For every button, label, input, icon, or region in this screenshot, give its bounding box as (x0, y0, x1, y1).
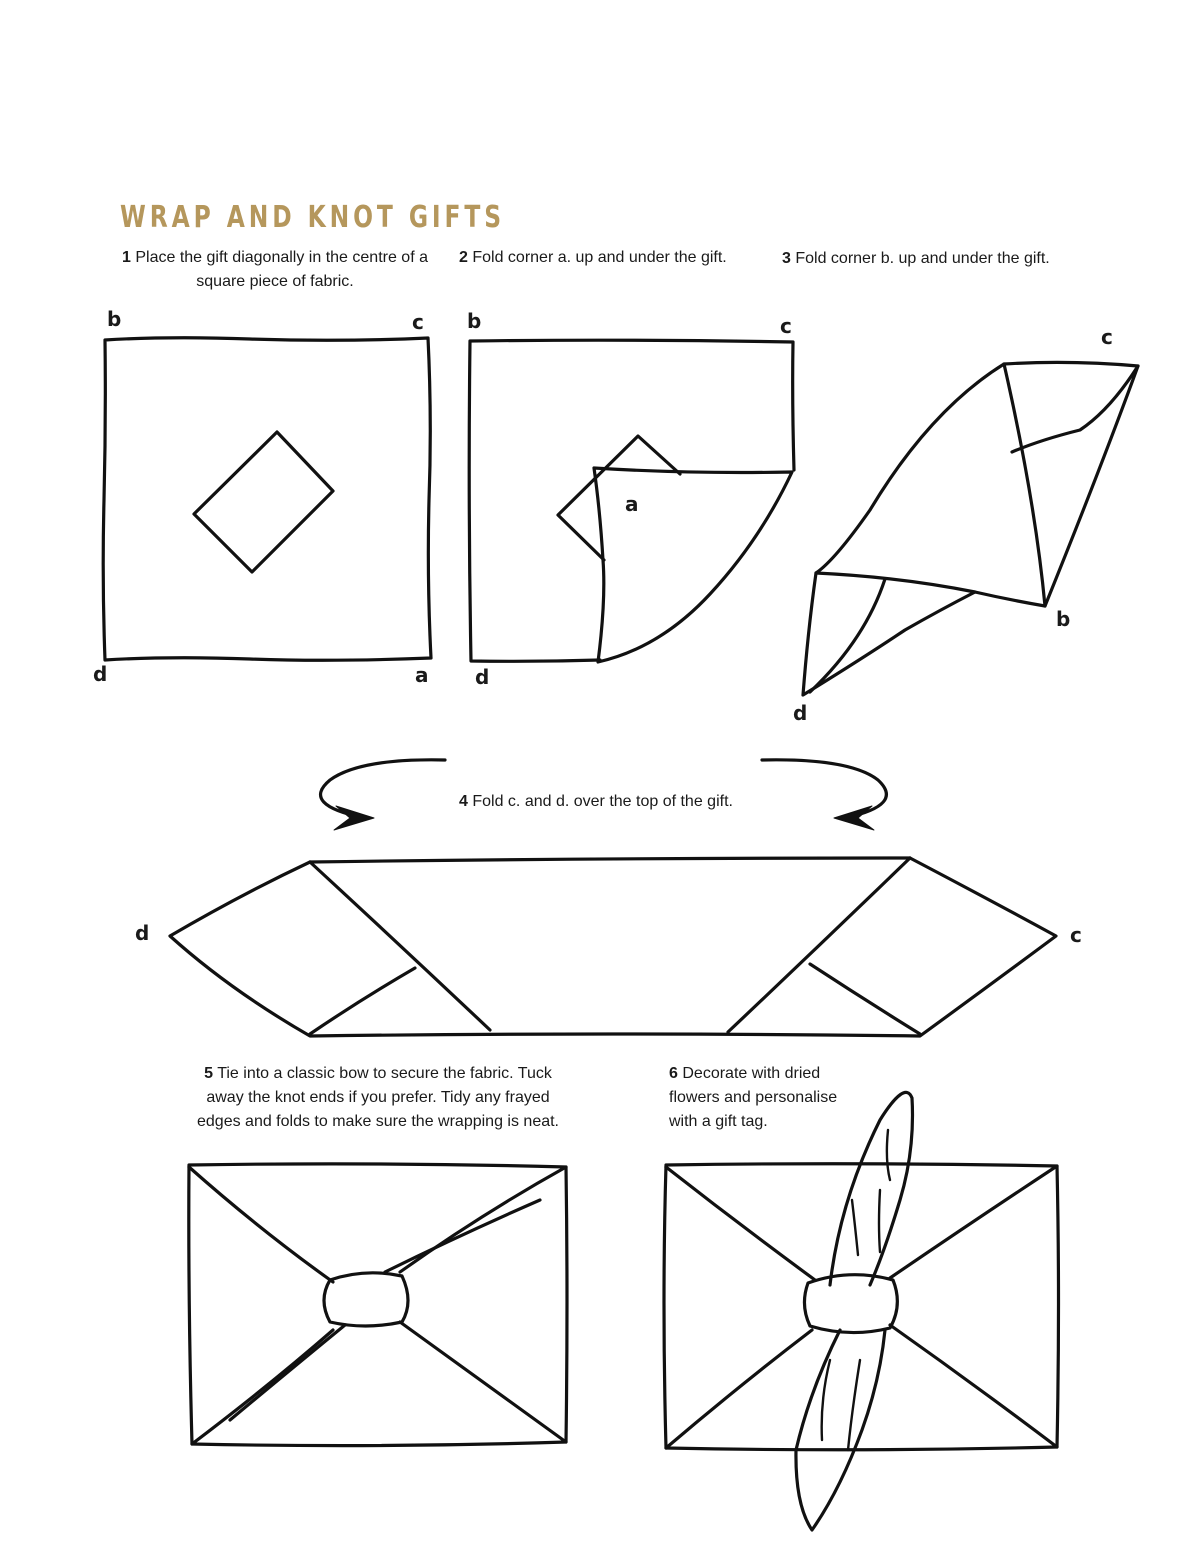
step-1-label-b: b (107, 307, 122, 331)
step-4-number: 4 (459, 793, 468, 810)
step-2-label-b: b (467, 309, 482, 333)
step-2-label-d: d (475, 665, 490, 689)
step-4-text: Fold c. and d. over the top of the gift. (472, 793, 733, 810)
step-4-arrows (321, 760, 887, 830)
step-3-label-b: b (1056, 607, 1071, 631)
step-4-gift-outline (497, 870, 717, 1028)
dried-flower-bottom-vein-1 (822, 1360, 830, 1440)
dried-flower-top-vein-2 (879, 1190, 880, 1252)
step-4-right-fold-1 (728, 858, 910, 1032)
step-6-illustration (664, 1092, 1059, 1530)
step-4-right-fold-2 (810, 964, 920, 1034)
step-5-fold-top-right-2 (385, 1200, 540, 1272)
dried-flower-top-vein-3 (887, 1130, 890, 1180)
right-arrow-head (834, 806, 874, 830)
step-6-fold-top-right (890, 1166, 1057, 1278)
step-5-illustration (189, 1164, 567, 1446)
step-4-label-d: d (135, 921, 150, 945)
step-3-inner-fold (810, 579, 885, 692)
step-6-fold-bottom-left (666, 1330, 812, 1448)
step-1-gift-diamond (194, 432, 333, 572)
step-1-number: 1 (122, 249, 131, 266)
step-4-illustration (170, 858, 1056, 1036)
step-3-label-d: d (793, 701, 808, 725)
step-3-text: Fold corner b. up and under the gift. (795, 250, 1050, 267)
page-title: WRAP AND KNOT GIFTS (120, 200, 506, 235)
step-3-number: 3 (782, 250, 791, 267)
step-6-text: Decorate with dried flowers and personalise with a gift tag. (669, 1065, 838, 1130)
step-2-label-a: a (625, 492, 639, 516)
step-2-text: Fold corner a. up and under the gift. (472, 249, 727, 266)
step-4-fabric-outline (170, 858, 1056, 1036)
step-2-number: 2 (459, 249, 468, 266)
step-1-label-a: a (415, 663, 429, 687)
step-3-crease-line (816, 573, 975, 592)
step-3-flap-edge (1045, 366, 1138, 606)
step-1-label-d: d (93, 662, 108, 686)
step-1-text: Place the gift diagonally in the centre of a square piece of fabric. (135, 249, 428, 290)
step-3-label-c: c (1101, 325, 1113, 349)
step-5-knot (324, 1273, 408, 1326)
step-5-number: 5 (204, 1065, 214, 1082)
step-2-gift-diamond (558, 436, 680, 560)
step-5-text: Tie into a classic bow to secure the fabric. Tuck away the knot ends if you prefer. Tidy any frayed edges and folds to make sure the wrapping is neat. (197, 1065, 559, 1130)
step-4-left-fold-2 (310, 968, 415, 1034)
step-3-fabric-outline (803, 364, 1045, 695)
step-6-knot (804, 1275, 897, 1333)
step-3-illustration (803, 362, 1138, 695)
step-5-fold-bottom-right (400, 1322, 566, 1442)
step-5-fold-top-right (400, 1167, 566, 1272)
step-6-fold-bottom-right (890, 1325, 1057, 1447)
step-6-number: 6 (669, 1065, 678, 1082)
step-1-fabric-square (103, 338, 431, 661)
step-3-corner-c-flap (1004, 362, 1138, 452)
step-6-fold-top-left (666, 1167, 815, 1280)
left-arrow-head (334, 806, 374, 830)
step-2-folded-corner-a (594, 468, 792, 662)
dried-flower-bottom (796, 1330, 885, 1530)
step-6-fabric-rectangle (664, 1164, 1059, 1450)
dried-flower-top (830, 1092, 913, 1285)
step-1-illustration (103, 338, 431, 661)
step-2-label-c: c (780, 314, 792, 338)
step-5-fold-top-left (189, 1167, 333, 1282)
dried-flower-top-vein-1 (852, 1200, 858, 1255)
step-1-label-c: c (412, 310, 424, 334)
step-5-fold-bottom-left-2 (230, 1325, 345, 1420)
step-4-label-c: c (1070, 923, 1082, 947)
step-4-left-fold-1 (310, 862, 490, 1030)
step-5-fold-bottom-left (192, 1330, 333, 1444)
